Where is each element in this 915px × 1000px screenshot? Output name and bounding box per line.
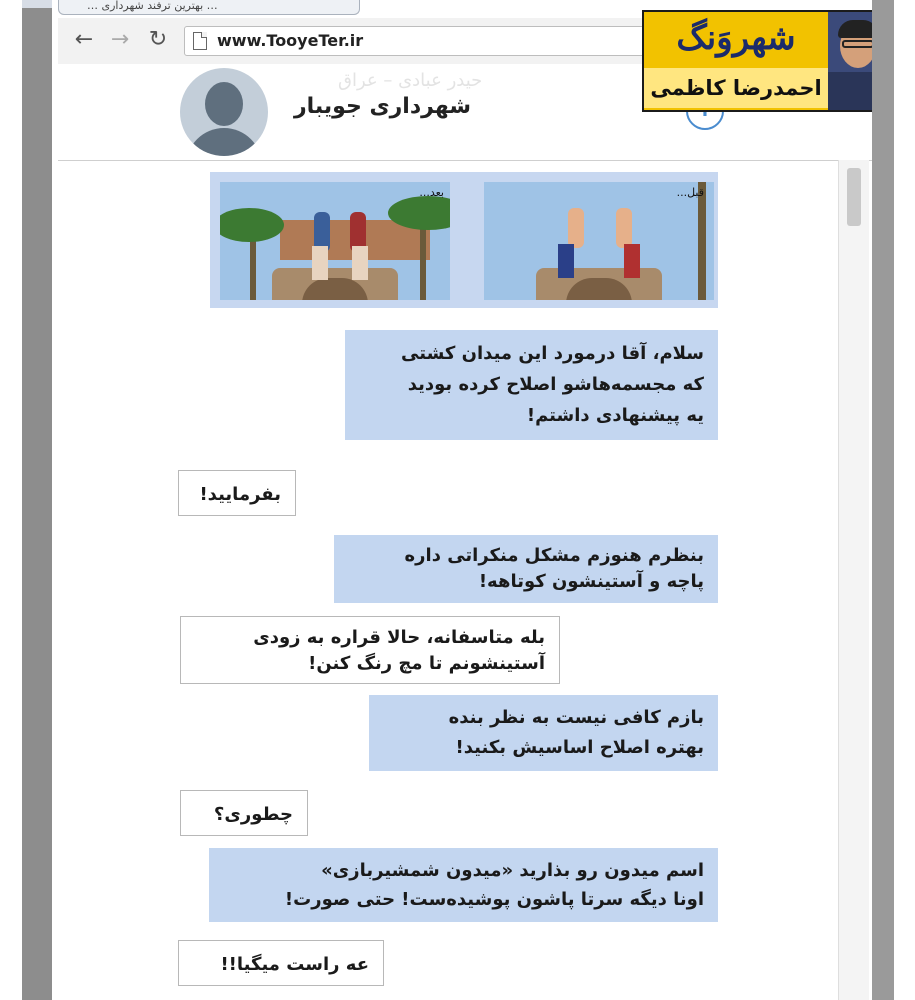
message-bubble-sent[interactable] (345, 330, 718, 440)
watermark-logo (642, 10, 890, 112)
message-line: اونا دیگه سرتا پاشون پوشیده‌ست! حتی صورت! (284, 889, 704, 910)
message-line: چطوری؟ (213, 804, 293, 825)
browser-tab[interactable]: … بهترین ترفند شهرداری … (58, 0, 360, 15)
avatar[interactable] (180, 68, 268, 156)
scrollbar[interactable] (838, 160, 869, 1000)
message-line: بنظرم هنوزم مشکل منکراتی داره (404, 545, 704, 566)
address-bar[interactable] (184, 26, 666, 56)
photo-after (220, 182, 450, 300)
message-line: اسم میدون رو بذارید «میدون شمشیربازی» (321, 860, 704, 881)
arrow-right-icon[interactable]: → (110, 27, 130, 52)
message-line: عه راست میگیا!! (220, 954, 369, 975)
page-icon (193, 32, 207, 50)
photo-before (484, 182, 714, 300)
message-line: که مجسمه‌هاشو اصلاح کرده بودید (407, 374, 704, 395)
message-bubble-sent[interactable] (334, 535, 718, 603)
scrollbar-thumb[interactable] (847, 168, 861, 226)
message-line: بله متاسفانه، حالا قراره به زودی (253, 627, 545, 648)
message-bubble-sent[interactable] (369, 695, 718, 771)
outer-frame-left (22, 0, 52, 1000)
message-line: یه پیشنهادی داشتم! (526, 405, 704, 426)
message-line: بازم کافی نیست به نظر بنده (448, 707, 704, 728)
photo-before-label: قبل... (676, 186, 704, 199)
arrow-left-icon[interactable]: ← (74, 27, 94, 52)
url-text: www.TooyeTer.ir (217, 31, 364, 50)
logo-author: احمدرضا کاظمی (644, 68, 828, 108)
contact-name: شهرداری جویبار (294, 94, 471, 119)
message-bubble-received[interactable] (180, 790, 308, 836)
message-line: بفرمایید! (199, 484, 281, 505)
message-line: بهتره اصلاح اساسیش بکنید! (455, 737, 704, 758)
message-line: پاچه و آستینشون کوتاهه! (478, 571, 704, 592)
photo-after-label: بعد... (419, 186, 444, 199)
logo-title: شهروَنگ (676, 18, 796, 58)
message-bubble-sent[interactable] (209, 848, 718, 922)
message-line: آستینشونم تا مچ رنگ کنن! (308, 653, 545, 674)
message-bubble-received[interactable] (178, 470, 296, 516)
message-bubble-received[interactable] (180, 616, 560, 684)
message-line: سلام، آقا درمورد این میدان کشتی (401, 343, 704, 364)
chat-area (58, 160, 838, 1000)
reload-icon[interactable]: ↻ (148, 27, 168, 52)
message-bubble-received[interactable] (178, 940, 384, 986)
faded-previous-title: حیدر عبادی – عراق (338, 70, 483, 91)
outer-frame-right (872, 0, 894, 1000)
image-message[interactable] (210, 172, 718, 308)
